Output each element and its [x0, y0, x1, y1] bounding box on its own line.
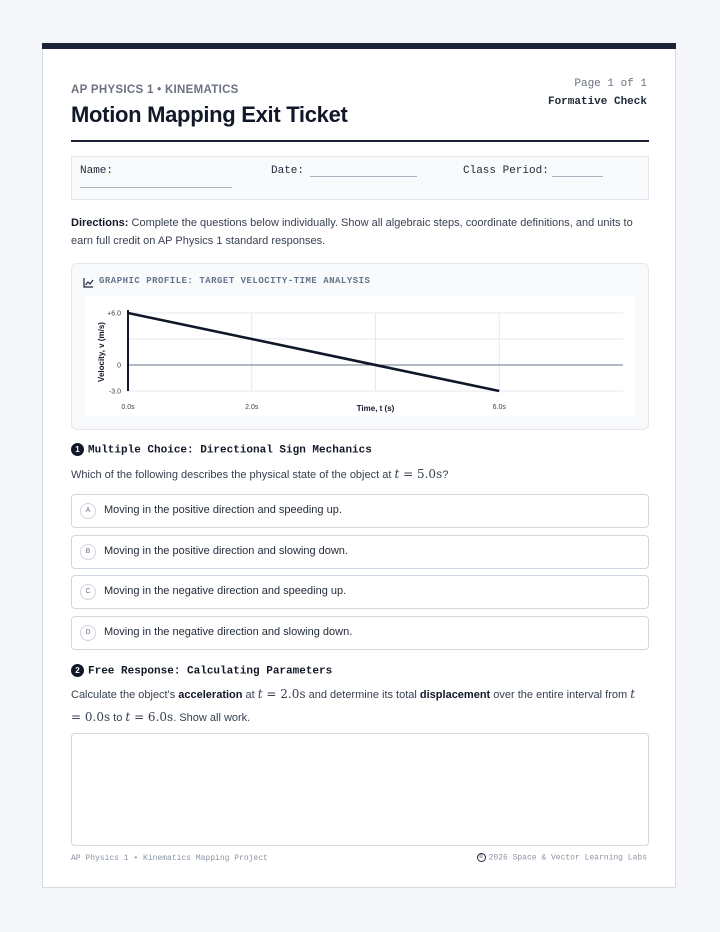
course-label: AP PHYSICS 1 • KINEMATICS — [71, 84, 239, 96]
option-c[interactable] — [71, 575, 649, 609]
x-tick-label: 6.0s — [492, 404, 506, 411]
q1-math-var: t — [394, 467, 400, 481]
student-info-box — [71, 156, 649, 200]
name-label: Name: — [80, 165, 114, 177]
directions-label: Directions: — [71, 217, 129, 229]
graph-panel — [71, 263, 649, 430]
y-tick-label: -3.0 — [108, 388, 121, 396]
option-letter: C — [80, 584, 96, 600]
velocity-time-chart — [85, 296, 635, 416]
footer-left: AP Physics 1 • Kinematics Mapping Project — [71, 854, 268, 863]
q2-text: to — [110, 712, 126, 724]
question-2-number: 2 — [71, 664, 84, 677]
question-1-title: Multiple Choice: Directional Sign Mechanics — [88, 444, 372, 457]
date-field[interactable] — [310, 176, 417, 177]
option-d[interactable] — [71, 616, 649, 650]
option-letter: A — [80, 503, 96, 519]
header-divider — [71, 140, 649, 142]
class-period-label: Class Period: — [463, 165, 549, 177]
q1-math-value: = 5.0 — [399, 467, 437, 481]
y-tick-label: +6.0 — [107, 310, 121, 318]
page-info: Page 1 of 1 — [574, 78, 647, 90]
x-tick-label: 0.0s — [121, 404, 135, 411]
x-axis-label: Time, t (s) — [356, 404, 395, 413]
header-accent-bar — [42, 43, 676, 49]
q1-prompt-text: Which of the following describes the physical state of the object at — [71, 469, 395, 481]
q2-math-unit: s — [299, 687, 306, 701]
name-field[interactable] — [80, 187, 232, 188]
q2-text: over the entire interval from — [490, 689, 631, 701]
q2-math-unit: s — [103, 710, 111, 724]
free-response-answer-box[interactable] — [71, 733, 649, 846]
question-1-prompt — [71, 463, 651, 486]
q2-text: . Show all work. — [173, 712, 251, 724]
q1-math-unit: s — [436, 467, 443, 481]
q2-math-var: t — [125, 710, 131, 724]
question-2-heading — [71, 664, 332, 677]
worksheet — [42, 43, 676, 888]
option-b[interactable] — [71, 535, 649, 569]
y-axis-label: Velocity, v (m/s) — [97, 322, 106, 382]
q2-text: at — [242, 689, 258, 701]
q2-bold: acceleration — [178, 689, 243, 701]
option-text: Moving in the negative direction and slowing down. — [104, 626, 353, 638]
q2-math-value: = 6.0 — [130, 710, 168, 724]
directions-text: Complete the questions below individually. Show all algebraic steps, coordinate definitions, and units to earn full credit on AP Physics 1 standard responses. — [71, 217, 633, 247]
x-tick-label: 2.0s — [245, 404, 259, 411]
option-a[interactable] — [71, 494, 649, 528]
copyright-icon: © — [477, 853, 486, 862]
y-tick-label: 0 — [117, 362, 121, 370]
q2-math-unit: s — [167, 710, 174, 724]
option-letter: B — [80, 544, 96, 560]
question-1-number: 1 — [71, 443, 84, 456]
q2-bold: displacement — [419, 689, 491, 701]
velocity-line — [128, 313, 499, 391]
date-label: Date: — [271, 165, 305, 177]
q2-math-var: t — [257, 687, 263, 701]
q2-math-value: = 0.0 — [71, 710, 104, 724]
question-1-heading — [71, 443, 372, 456]
option-text: Moving in the positive direction and slowing down. — [104, 545, 348, 557]
graph-title: GRAPHIC PROFILE: TARGET VELOCITY-TIME ANALYSIS — [99, 276, 371, 286]
question-2-prompt — [71, 683, 651, 729]
option-text: Moving in the positive direction and speeding up. — [104, 504, 342, 516]
footer-copyright: 2026 Space & Vector Learning Labs — [488, 853, 647, 863]
q2-text: and determine its total — [305, 689, 420, 701]
footer-right — [477, 853, 647, 863]
chart-area — [85, 296, 635, 416]
line-chart-icon — [83, 277, 94, 288]
q2-math-var: t — [630, 687, 636, 701]
page-title: Motion Mapping Exit Ticket — [71, 102, 348, 127]
directions — [71, 214, 651, 250]
q2-math-value: = 2.0 — [262, 687, 300, 701]
question-2-title: Free Response: Calculating Parameters — [88, 665, 333, 678]
class-period-field[interactable] — [552, 176, 603, 177]
check-type: Formative Check — [547, 96, 647, 108]
option-letter: D — [80, 625, 96, 641]
option-text: Moving in the negative direction and speeding up. — [104, 585, 347, 597]
q2-text: Calculate the object's — [71, 689, 179, 701]
q1-prompt-end: ? — [442, 469, 449, 481]
